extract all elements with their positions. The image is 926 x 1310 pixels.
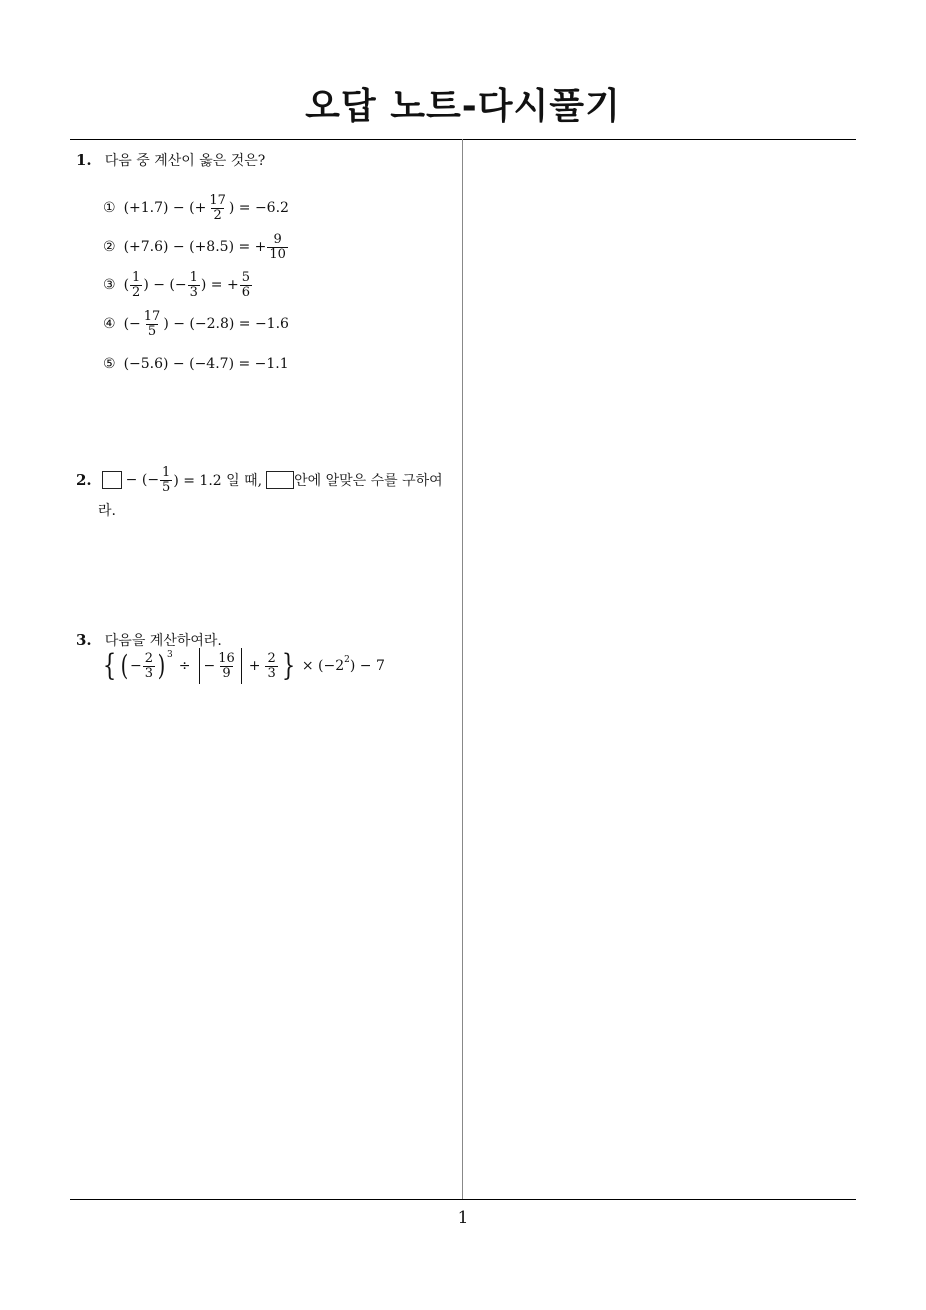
expression-text: − (−: [125, 472, 160, 489]
column-divider: [462, 139, 463, 1200]
abs-bar-right: [241, 648, 242, 684]
question-number: 1.: [76, 151, 92, 169]
question-1: [76, 150, 265, 170]
page-number: 1: [457, 1208, 469, 1228]
expression-text: × (−2: [301, 658, 345, 674]
fraction: $\frac{1}{2}$: [132, 269, 141, 300]
choice-mark: ⑤: [103, 356, 116, 372]
choice-text: (+1.7) − (+: [123, 200, 207, 216]
question-number: 3.: [76, 631, 92, 649]
choice-4[interactable]: [103, 307, 289, 341]
question-2: [76, 466, 443, 494]
exponent: 2: [344, 655, 350, 665]
question-stem-continued: 라.: [98, 503, 116, 519]
choice-5[interactable]: [103, 347, 289, 381]
question-3: [76, 630, 222, 650]
choice-1[interactable]: [103, 191, 289, 225]
minus-sign: −: [130, 658, 142, 674]
question-stem: 다음을 계산하여라.: [104, 633, 222, 649]
choice-text: (−: [123, 316, 141, 332]
answer-blank-box[interactable]: [102, 471, 122, 489]
choice-mark: ④: [103, 316, 116, 332]
header-rule: [70, 139, 856, 140]
fraction: $\frac{2}{3}$: [144, 650, 154, 681]
expression-text: ) = 1.2 일 때,: [173, 473, 263, 490]
question-number: 2.: [76, 471, 92, 490]
fraction: $\frac{2}{3}$: [267, 650, 276, 681]
left-brace: {: [102, 648, 117, 683]
choice-text: (+7.6) − (+8.5) = +: [123, 239, 267, 255]
right-brace: }: [281, 648, 295, 683]
minus-sign: −: [203, 658, 216, 674]
choice-mark: ③: [103, 277, 116, 293]
fraction: $\frac{1}{3}$: [189, 269, 198, 300]
question-stem: 안에 알맞은 수를 구하여: [294, 473, 443, 490]
choice-mark: ②: [103, 239, 116, 255]
fraction: $\frac{5}{6}$: [241, 269, 250, 300]
fraction: $\frac{16}{9}$: [218, 650, 235, 681]
answer-blank-box[interactable]: [266, 471, 294, 489]
page-title: 오답 노트-다시풀기: [305, 86, 621, 127]
footer-rule: [70, 1199, 856, 1200]
fraction: $\frac{17}{5}$: [143, 308, 161, 339]
abs-bar-left: [199, 648, 200, 684]
fraction: $\frac{1}{5}$: [162, 465, 171, 495]
choice-text: ) = +: [200, 277, 239, 293]
expression-text: ) − 7: [349, 658, 385, 674]
divide-sign: ÷: [178, 658, 191, 674]
question-3-expression: [100, 648, 385, 684]
left-paren: (: [120, 649, 129, 682]
choice-text: ) − (−2.8) = −1.6: [163, 316, 289, 332]
question-stem: 다음 중 계산이 옳은 것은?: [104, 153, 266, 169]
choice-text: (−5.6) − (−4.7) = −1.1: [123, 356, 289, 372]
fraction: $\frac{17}{2}$: [209, 192, 226, 223]
choice-text: ) = −6.2: [228, 200, 289, 216]
choice-text: ) − (−: [143, 277, 187, 293]
exponent: 3: [166, 650, 173, 660]
choice-text: (: [123, 277, 130, 293]
fraction: $\frac{9}{10}$: [269, 231, 286, 262]
choice-2[interactable]: [103, 230, 289, 264]
plus-sign: +: [248, 658, 261, 674]
right-paren: ): [157, 649, 166, 682]
choice-3[interactable]: [103, 268, 253, 302]
choice-mark: ①: [103, 200, 116, 216]
